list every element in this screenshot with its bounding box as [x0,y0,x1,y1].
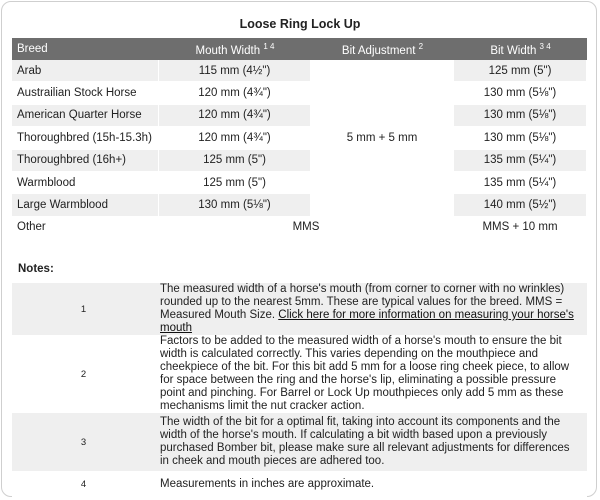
note-number: 3 [12,413,155,471]
bit-adjustment-cell: 5 mm + 5 mm [311,60,454,217]
note-row [12,471,587,498]
mouth-width-cell: 120 mm (4¾") [159,82,311,104]
mouth-width-cell: MMS [159,217,454,239]
table-row [12,82,587,104]
note-number: 4 [12,471,155,498]
size-table [12,38,587,239]
mouth-width-cell: 120 mm (4¾") [159,105,311,127]
mouth-width-cell: 130 mm (5⅛") [159,194,311,216]
bit-width-cell: 130 mm (5⅛") [454,82,587,104]
header-bit-width: Bit Width $^{3 4}$ [454,38,587,60]
notes-table [12,283,587,498]
table-row-other [12,217,587,239]
note-row [12,335,587,413]
bit-width-cell: 135 mm (5¼") [454,172,587,194]
mouth-width-cell: 115 mm (4½") [159,60,311,82]
bit-width-cell: MMS + 10 mm [454,217,587,239]
mouth-width-cell: 125 mm (5") [159,172,311,194]
notes-heading: Notes: [18,263,54,275]
breed-cell: Thoroughbred (16h+) [12,150,159,172]
note-row [12,283,587,335]
header-mouth-width: Mouth Width $^{1 4}$ [159,38,311,60]
table-row [12,150,587,172]
table-row [12,194,587,216]
bit-width-cell: 130 mm (5⅛") [454,127,587,149]
mouth-width-cell: 120 mm (4¾") [159,127,311,149]
table-row [12,60,587,82]
bit-width-cell: 130 mm (5⅛") [454,105,587,127]
bit-width-cell: 125 mm (5") [454,60,587,82]
note-text: The measured width of a horse's mouth (from corner to corner with no wrinkles) rounded up to the nearest 5mm. These are typical values for the breed. MMS = Measured Mouth Size. Click here for more information on measuring your horse's mouth [155,283,587,335]
note-text: The width of the bit for a optimal fit, taking into account its components and the width of the horse's mouth. If calculating a bit width based upon a previously purchased Bomber bit, please make sure all relevant adjustments for differences in cheek and mouth pieces are adhered too. [155,413,587,471]
breed-cell: Thoroughbred (15h-15.3h) [12,127,159,149]
measuring-mouth-link[interactable]: Click here for more information on measuring your horse's mouth [160,309,574,334]
table-row [12,105,587,127]
note-text: Measurements in inches are approximate. [155,471,587,498]
table-row [12,172,587,194]
note-number: 2 [12,335,155,413]
header-breed: Breed [12,38,159,60]
table-row [12,127,587,149]
breed-cell: Warmblood [12,172,159,194]
breed-cell: Large Warmblood [12,194,159,216]
page-title: Loose Ring Lock Up [239,17,361,31]
breed-cell: Arab [12,60,159,82]
breed-cell: Austrailian Stock Horse [12,82,159,104]
note-text: Factors to be added to the measured width of a horse's mouth to ensure the bit width is calculated correctly. This varies depending on the mouthpiece and cheekpiece of the bit. For this bit add 5 mm for a loose ring cheek piece, to allow for space between the ring and the horse's lip, eliminating a possible pressure point and pinching. For Barrel or Lock Up mouthpieces only add 5 mm as these mechanisms limit the nut cracker action. [155,335,587,413]
header-bit-adjustment: Bit Adjustment $^2$ [311,38,454,60]
note-row [12,413,587,471]
breed-cell: American Quarter Horse [12,105,159,127]
bit-width-cell: 140 mm (5½") [454,194,587,216]
bit-width-cell: 135 mm (5¼") [454,150,587,172]
size-table-header [12,38,587,60]
note-number: 1 [12,283,155,335]
breed-cell: Other [12,217,159,239]
mouth-width-cell: 125 mm (5") [159,150,311,172]
